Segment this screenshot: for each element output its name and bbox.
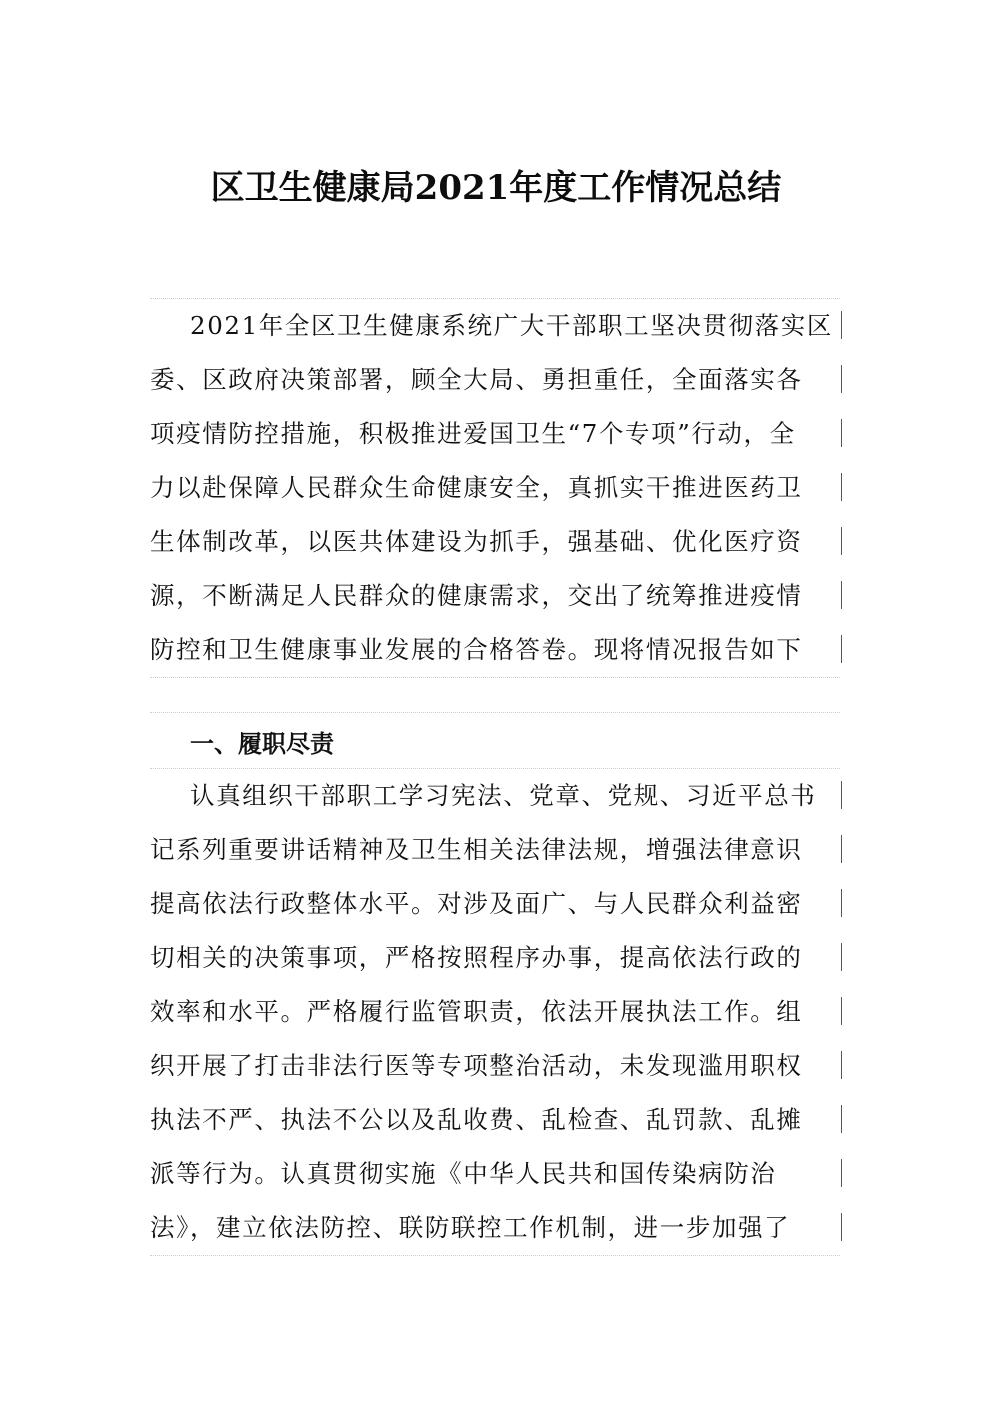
paragraph-line: 执法不严、执法不公以及乱收费、乱检查、乱罚款、乱摊 bbox=[150, 1093, 840, 1147]
paragraph-line: 2021年全区卫生健康系统广大干部职工坚决贯彻落实区 bbox=[150, 299, 840, 353]
section-heading: 一、履职尽责 bbox=[190, 729, 334, 758]
paragraph-line: 提高依法行政整体水平。对涉及面广、与人民群众利益密 bbox=[150, 877, 840, 931]
paragraph-line: 法》，建立依法防控、联防联控工作机制，进一步加强了 bbox=[150, 1201, 840, 1255]
paragraph-line: 织开展了打击非法行医等专项整治活动，未发现滥用职权 bbox=[150, 1039, 840, 1093]
paragraph-line: 源，不断满足人民群众的健康需求，交出了统筹推进疫情 bbox=[150, 569, 840, 623]
paragraph-line: 委、区政府决策部署，顾全大局、勇担重任，全面落实各 bbox=[150, 353, 840, 407]
paragraph-line: 认真组织干部职工学习宪法、党章、党规、习近平总书 bbox=[150, 769, 840, 823]
paragraph-line: 生体制改革，以医共体建设为抓手，强基础、优化医疗资 bbox=[150, 515, 840, 569]
paragraph-line: 效率和水平。严格履行监管职责，依法开展执法工作。组 bbox=[150, 985, 840, 1039]
section-divider bbox=[150, 712, 840, 713]
document-title: 区卫生健康局2021年度工作情况总结 bbox=[210, 168, 782, 208]
paragraph-line: 项疫情防控措施，积极推进爱国卫生“7个专项”行动，全 bbox=[150, 407, 840, 461]
paragraph-line: 记系列重要讲话精神及卫生相关法律法规，增强法律意识 bbox=[150, 823, 840, 877]
paragraph-line: 力以赴保障人民群众生命健康安全，真抓实干推进医药卫 bbox=[150, 461, 840, 515]
paragraph-line: 派等行为。认真贯彻实施《中华人民共和国传染病防治 bbox=[150, 1147, 840, 1201]
paragraph-line: 切相关的决策事项，严格按照程序办事，提高依法行政的 bbox=[150, 931, 840, 985]
intro-paragraph bbox=[150, 298, 840, 678]
paragraph-line: 防控和卫生健康事业发展的合格答卷。现将情况报告如下 bbox=[150, 623, 840, 677]
section-paragraph bbox=[150, 768, 840, 1256]
